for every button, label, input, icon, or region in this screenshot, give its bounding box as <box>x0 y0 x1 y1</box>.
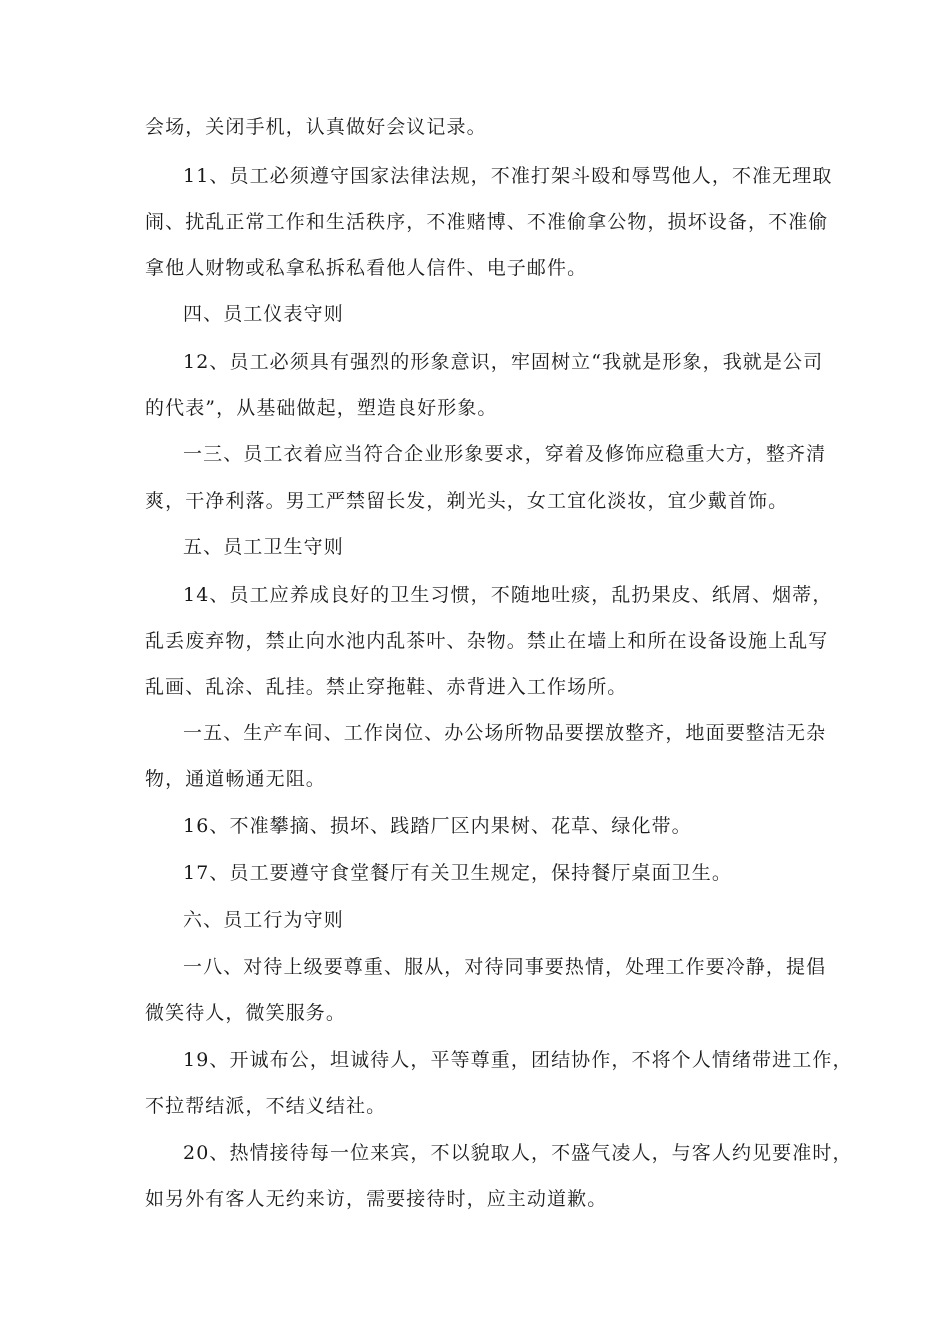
text-line: 乱画、乱涂、乱挂。禁止穿拖鞋、赤背进入工作场所。 <box>145 676 628 698</box>
text-line: 乱丢废弃物，禁止向水池内乱茶叶、杂物。禁止在墙上和所在设备设施上乱写 <box>145 630 829 652</box>
text-line: 爽，干净利落。男工严禁留长发，剃光头，女工宜化淡妆，宜少戴首饰。 <box>145 490 789 512</box>
text-line: 一八、对待上级要尊重、服从，对待同事要热情，处理工作要冷静，提倡 <box>183 956 827 978</box>
text-line: 会场，关闭手机，认真做好会议记录。 <box>145 116 487 138</box>
section-heading: 六、员工行为守则 <box>183 909 344 931</box>
section-heading: 五、员工卫生守则 <box>183 536 344 558</box>
text-line: 12、员工必须具有强烈的形象意识，牢固树立“我就是形象，我就是公司 <box>183 351 824 373</box>
text-line: 16、不准攀摘、损坏、践踏厂区内果树、花草、绿化带。 <box>183 815 692 837</box>
section-heading: 四、员工仪表守则 <box>183 303 344 325</box>
text-line: 不拉帮结派，不结义结社。 <box>145 1095 387 1117</box>
text-line: 微笑待人，微笑服务。 <box>145 1002 347 1024</box>
text-line: 17、员工要遵守食堂餐厅有关卫生规定，保持餐厅桌面卫生。 <box>183 862 732 884</box>
text-line: 14、员工应养成良好的卫生习惯，不随地吐痰，乱扔果皮、纸屑、烟蒂， <box>183 584 833 606</box>
text-line: 物，通道畅通无阻。 <box>145 768 326 790</box>
text-line: 闹、扰乱正常工作和生活秩序，不准赌博、不准偷拿公物，损坏设备，不准偷 <box>145 211 829 233</box>
text-line: 20、热情接待每一位来宾，不以貌取人，不盛气凌人，与客人约见要准时， <box>183 1142 853 1164</box>
text-line: 11、员工必须遵守国家法律法规，不准打架斗殴和辱骂他人，不准无理取 <box>183 165 833 187</box>
text-line: 19、开诚布公，坦诚待人，平等尊重，团结协作，不将个人情绪带进工作， <box>183 1049 853 1071</box>
text-line: 的代表”，从基础做起，塑造良好形象。 <box>145 397 498 419</box>
text-line: 一五、生产车间、工作岗位、办公场所物品要摆放整齐，地面要整洁无杂 <box>183 722 827 744</box>
text-line: 拿他人财物或私拿私拆私看他人信件、电子邮件。 <box>145 257 588 279</box>
text-line: 如另外有客人无约来访，需要接待时，应主动道歉。 <box>145 1188 608 1210</box>
text-line: 一三、员工衣着应当符合企业形象要求，穿着及修饰应稳重大方，整齐清 <box>183 443 827 465</box>
